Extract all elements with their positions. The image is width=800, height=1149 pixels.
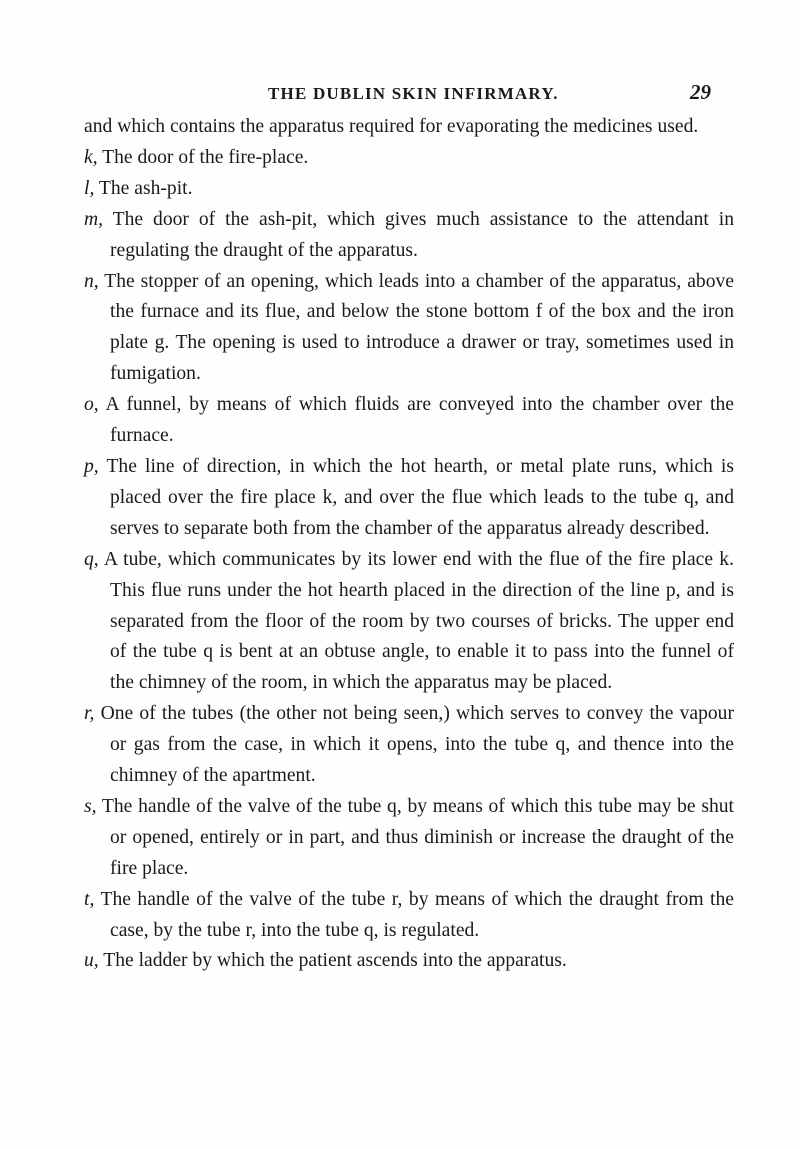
intro-paragraph: and which contains the apparatus required for evaporating the medicines used.	[84, 116, 699, 137]
entry-k	[84, 143, 734, 174]
entry-letter: s,	[84, 795, 97, 817]
entry-s	[84, 792, 734, 885]
entry-text: One of the tubes (the other not being seen,) which serves to convey the vapour or gas from the case, in which it opens, into the tube q, and thence into the chimney of the apartment.	[100, 703, 735, 787]
entry-n	[84, 267, 734, 391]
entry-text: The door of the ash-pit, which gives much assistance to the attendant in regulating the draught of the apparatus.	[110, 208, 734, 261]
body-text	[84, 112, 734, 977]
entry-text: The stopper of an opening, which leads into a chamber of the apparatus, above the furnace and its flue, and below the stone bottom f of the box and the iron plate g. The opening is used to introduce a drawer or tray, sometimes used in fumigation.	[104, 270, 735, 385]
entry-t	[84, 885, 734, 947]
entry-o	[84, 390, 734, 452]
entry-letter: t,	[84, 888, 95, 910]
entry-letter: p,	[84, 455, 99, 477]
entry-u	[84, 946, 734, 977]
entry-letter: m,	[84, 208, 104, 230]
entry-text: A tube, which communicates by its lower end with the flue of the fire place k. This flue runs under the hot hearth placed in the direction of the line p, and is separated from the floor of the room by two courses of bricks. The upper end of the tube q is bent at an obtuse angle, to enable it to pass into the funnel of the chimney of the room, in which the apparatus may be placed.	[103, 548, 734, 694]
page-number: 29	[690, 80, 711, 104]
entry-letter: k,	[84, 146, 98, 168]
entry-text: The ash-pit.	[98, 177, 193, 199]
entry-p	[84, 452, 734, 545]
entry-text: The line of direction, in which the hot hearth, or metal plate runs, which is placed over the fire place k, and over the flue which leads to the tube q, and serves to separate both from the chamber of the apparatus already described.	[106, 455, 734, 539]
entry-letter: l,	[84, 177, 95, 199]
entry-text: The ladder by which the patient ascends into the apparatus.	[103, 950, 567, 972]
entry-text: The door of the fire-place.	[102, 146, 309, 168]
entry-r	[84, 699, 734, 792]
entry-text: The handle of the valve of the tube r, by means of which the draught from the case, by the tube r, into the tube q, is regulated.	[100, 888, 734, 941]
entry-letter: q,	[84, 548, 99, 570]
entry-letter: o,	[84, 394, 99, 416]
entry-q	[84, 545, 734, 700]
running-head: THE DUBLIN SKIN INFIRMARY.	[268, 84, 559, 103]
entry-l	[84, 174, 734, 205]
entry-letter: n,	[84, 270, 99, 292]
entry-letter: r,	[84, 703, 95, 725]
entry-letter: u,	[84, 950, 99, 972]
entry-text: The handle of the valve of the tube q, by means of which this tube may be shut or opened, entirely or in part, and thus diminish or increase the draught of the fire place.	[101, 795, 734, 879]
entry-m	[84, 205, 734, 267]
entry-text: A funnel, by means of which fluids are conveyed into the chamber over the furnace.	[105, 394, 734, 447]
